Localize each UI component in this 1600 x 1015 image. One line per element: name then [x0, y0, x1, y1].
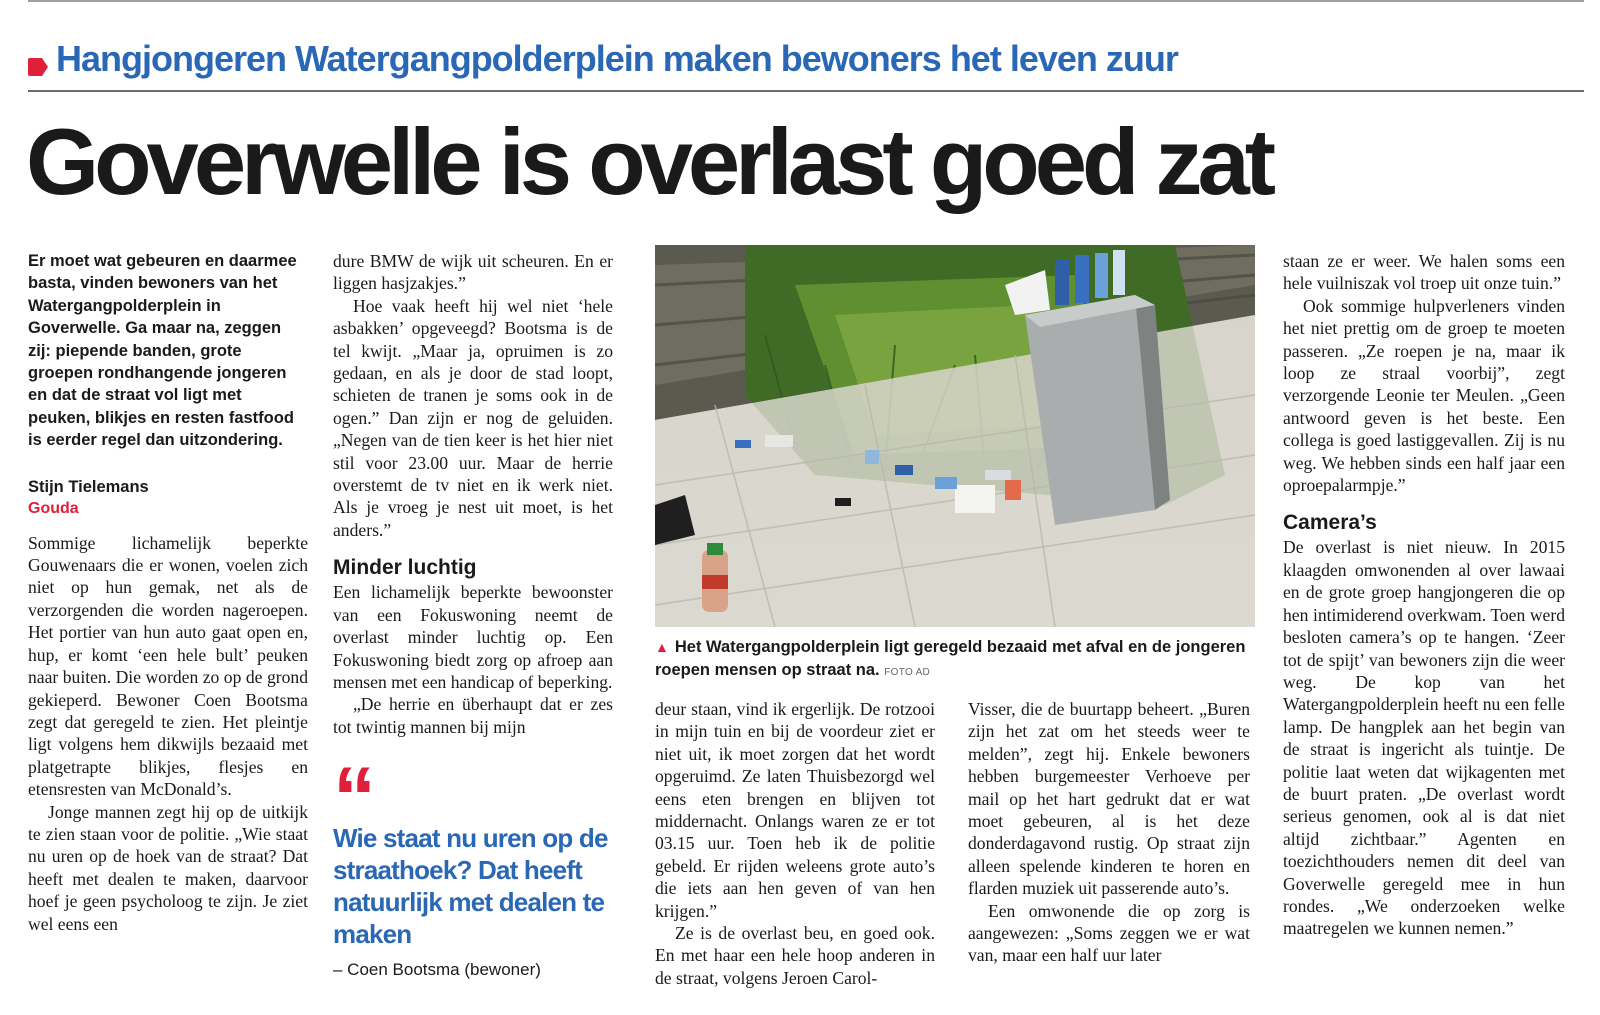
subhead-minder-luchtig: Minder luchtig [333, 556, 477, 580]
paragraph: dure BMW de wijk uit scheuren. En er liggen hasjzakjes.” [333, 251, 613, 294]
paragraph: De overlast is niet nieuw. In 2015 klaagden omwonenden al over lawaai en de grote groep hangjongeren die op hen intimiderend overkwam. Toen werd besloten camera’s op te hangen. ‘Zeer tot de spijt’ van bewoners zijn die weer weg. De kop van het Watergangpolderplein heeft nu een felle lamp. De hangplek aan het begin van de straat is ingericht als tuintje. De politie laat weten dat wijkagenten met de buurt praten. „De overlast wordt serieus genomen, ook al is dat niet altijd zichtbaar.” Agenten en toezichthouders nemen dit deel van Goverwelle geregeld mee in hun rondes. „We onderzoeken welke maatregelen we kunnen nemen.” [1283, 537, 1565, 939]
column-4 [968, 698, 1250, 967]
intro: Er moet wat gebeuren en daarmee basta, vinden bewoners van het Watergangpolderplein in Goverwelle. Ga maar na, zeggen zij: piepende banden, grote groepen rondhangende jongeren en dat de straat vol ligt met peuken, blikjes en resten fastfood is eerder regel dan uitzondering. [28, 252, 297, 450]
caption-text: Het Watergangpolderplein ligt geregeld bezaaid met afval en de jongeren roepen mensen op straat na. [655, 638, 1246, 679]
paragraph: Een omwonende die op zorg is aangewezen: „Soms zeggen we er wat van, maar een half uur later [968, 900, 1250, 966]
kicker-marker-icon [28, 58, 48, 76]
caption-marker-icon: ▲ [655, 639, 669, 655]
paragraph: Sommige lichamelijk beperkte Gouwenaars die er wonen, voelen zich niet op hun gemak, net als de verzorgenden die worden nageroepen. Het portier van hun auto gaat open en, hup, er komt ‘een hele bult’ peuken naar buiten. Die worden zo op de grond gekieperd. Bewoner Coen Bootsma zegt dat geregeld te zien. Het pleintje ligt volgens hem dikwijls bezaaid met platgetrapte blikjes, flesjes en etensresten van McDonald’s. [28, 532, 308, 800]
paragraph: deur staan, vind ik ergerlijk. De rotzooi in mijn tuin en bij de voordeur ziet er niet uit, ik moet zorgen dat het wordt opgeruimd. Ze laten Thuisbezorgd wel eens eten brengen en blijven tot middernacht. Onlangs waren ze er tot 03.15 uur. Toen heb ik de politie gebeld. Er rijden weleens grote auto’s die iets aan hen geven of van hen krijgen.” [655, 699, 935, 921]
paragraph: Jonge mannen zegt hij op de uitkijk te zien staan voor de politie. „Wie staat nu uren op de hoek van de straat? Dat heeft met dealen te maken, daarvoor hoef je geen psycholoog te zijn. Je ziet wel eens een [28, 801, 308, 934]
place: Gouda [28, 499, 79, 517]
column-3 [655, 698, 935, 989]
paragraph: staan ze er weer. We halen soms een hele vuilniszak vol troep uit onze tuin.” [1283, 251, 1565, 294]
subhead-cameras: Camera’s [1283, 511, 1377, 535]
pull-quote: Wie staat nu uren op de straathoek? Dat heeft natuurlijk met dealen te maken [333, 823, 608, 950]
quote-mark-icon: “ [333, 750, 370, 847]
paragraph: Ze is de overlast beu, en goed ook. En met haar een hele hoop anderen in de straat, volgens Jeroen Carol- [655, 923, 935, 988]
top-rule [28, 0, 1584, 2]
photo-litter-scene [655, 245, 1255, 627]
pull-quote-attribution: – Coen Bootsma (bewoner) [333, 960, 541, 980]
headline: Goverwelle is overlast goed zat [26, 109, 1272, 214]
paragraph: Ook sommige hulpverleners vinden het niet prettig om de groep te moeten passeren. „Ze roepen je na, maar ik loop ze straal voorbij”, zegt verzorgende Leonie ter Meulen. „Geen antwoord geven is het beste. Een collega is goed lastiggevallen. Zij is nu weg. We hebben sinds een half jaar een oproepalarmpje.” [1283, 295, 1565, 496]
article-photo [655, 245, 1255, 627]
column-2 [333, 250, 613, 980]
photo-credit: FOTO AD [884, 667, 931, 678]
kicker-row [28, 38, 1584, 88]
kicker: Hangjongeren Watergangpolderplein maken bewoners het leven zuur [56, 38, 1178, 79]
photo-caption [655, 636, 1255, 684]
column-5 [1283, 250, 1565, 940]
paragraph: Visser, die de buurtapp beheert. „Buren zijn het zat om het steeds weer te melden”, zegt hij. Enkele bewoners hebben burgemeester Verhoeve per mail op het hart gedrukt dat er wat moet gebeuren, al is het deze donderdagavond rustig. Op straat zijn alleen spelende kinderen te horen en flarden muziek uit passerende auto’s. [968, 699, 1250, 899]
paragraph: „De herrie en überhaupt dat er zes tot twintig mannen bij mijn [333, 694, 613, 737]
byline: Stijn Tielemans [28, 477, 149, 496]
paragraph: Hoe vaak heeft hij wel niet ‘hele asbakken’ opgeveegd? Bootsma is de tel kwijt. „Maar ja, opruimen is zo gedaan, en als je door de stad loopt, schieten de tranen je soms ook in de ogen.” Dan zijn er nog de geluiden. „Negen van de tien keer is het hier niet stil voor 23.00 uur. Maar de herrie overstemt de tv niet en ik werk niet. Als je vroeg je nest uit moet, is het anders.” [333, 295, 613, 540]
paragraph: Een lichamelijk beperkte bewoonster van een Fokuswoning neemt de overlast minder luchtig op. Een Fokuswoning biedt zorg op afroep aan mensen met een handicap of beperking. [333, 582, 613, 692]
kicker-rule [28, 90, 1584, 92]
column-1 [28, 250, 308, 935]
